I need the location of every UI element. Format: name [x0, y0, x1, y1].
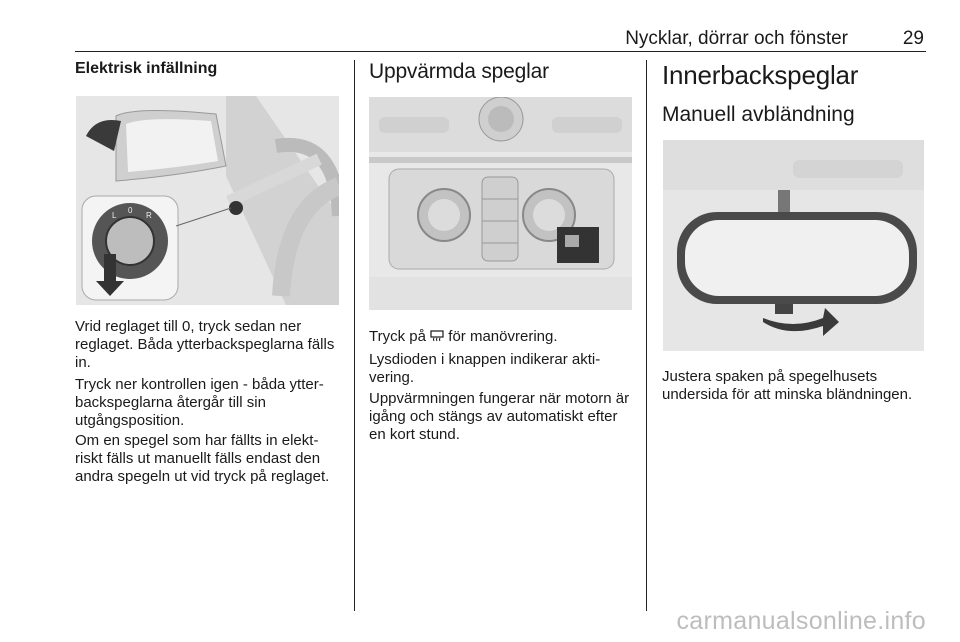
paragraph-heated-1: [369, 328, 635, 346]
page-number: 29: [902, 28, 924, 49]
column-heated-mirrors: [369, 60, 633, 84]
paragraph-folding-2: Tryck ner kontrollen igen - båda ytter-backspeglarna återgår till sin utgångsposition.: [75, 376, 324, 429]
column-divider-1: [354, 60, 355, 611]
paragraph-folding-3: Om en spegel som har fällts in elekt-riskt fälls ut manuellt fälls endast den andra spegeln ut vid tryck på reglaget.: [75, 432, 330, 485]
section-heading-heated-mirrors: Uppvärmda speglar: [369, 60, 549, 83]
page-header: [75, 26, 926, 50]
column-electric-folding: [75, 60, 343, 78]
column-interior-mirrors: [662, 60, 928, 127]
paragraph-dimming: Justera spaken på spegelhusets undersida för att minska bländningen.: [662, 368, 913, 403]
figure-rearview-mirror: [663, 140, 924, 351]
watermark: carmanualsonline.info: [676, 607, 926, 635]
section-heading-electric-folding: Elektrisk infällning: [75, 60, 218, 77]
operation-text: för manövrering.: [448, 328, 558, 345]
column-divider-2: [646, 60, 647, 611]
knob-label-zero: 0: [128, 206, 133, 215]
figure-mirror-folding: [76, 96, 339, 305]
section-heading-interior-mirrors: Innerbackspeglar: [662, 60, 859, 90]
header-rule: [75, 51, 926, 52]
header-title: Nycklar, dörrar och fönster: [625, 28, 848, 49]
figure-climate-panel: [369, 97, 632, 310]
paragraph-heated-3: Uppvärmningen fungerar när motorn är igång och stängs av automatiskt efter en kort stund.: [369, 390, 630, 443]
knob-label-right: R: [146, 211, 152, 220]
subheading-manual-dimming: Manuell avbländning: [662, 103, 855, 126]
paragraph-folding-1: Vrid reglaget till 0, tryck sedan ner reglaget. Båda ytterbackspeglarna fälls in.: [75, 318, 335, 371]
knob-label-left: L: [112, 211, 117, 220]
paragraph-heated-2: Lysdioden i knappen indikerar akti-vering.: [369, 351, 601, 386]
mirror-heat-icon: [430, 329, 444, 341]
press-text: Tryck på: [369, 328, 426, 345]
